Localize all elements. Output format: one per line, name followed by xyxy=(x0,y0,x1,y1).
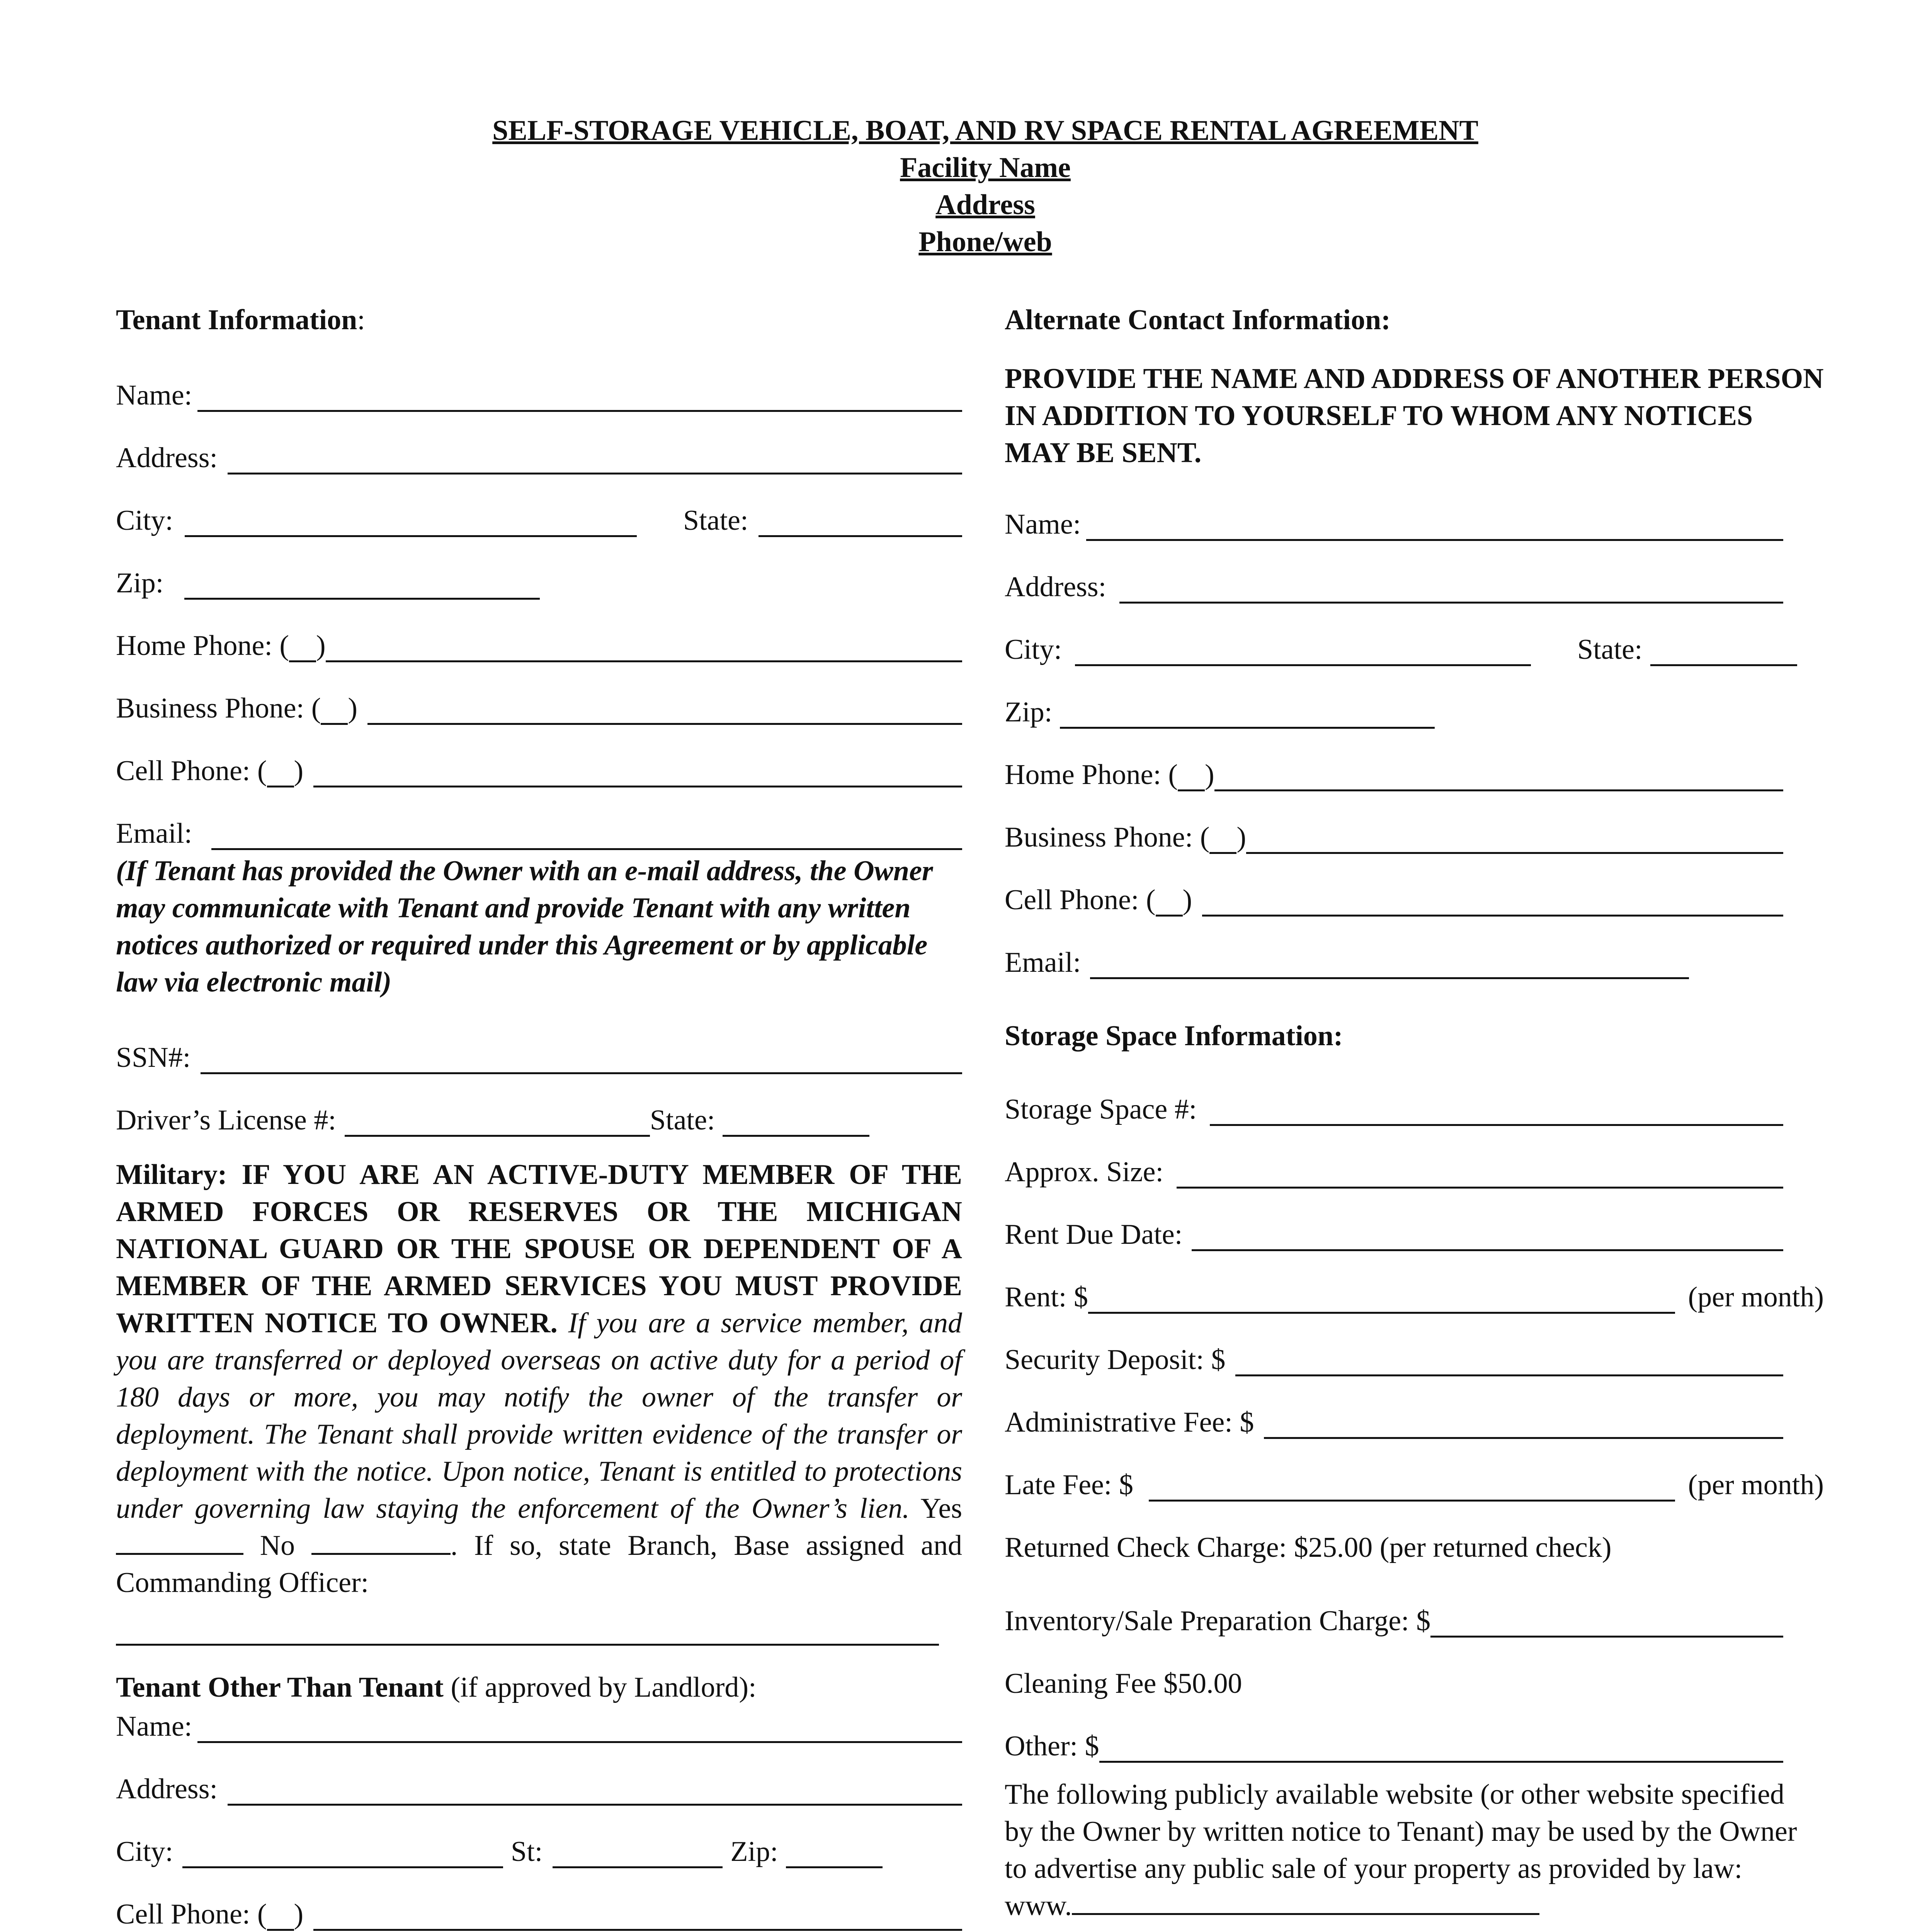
tenant-home-phone-row xyxy=(116,600,962,662)
admin-fee-label: Administrative Fee: $ xyxy=(1005,1406,1254,1438)
cleaning-fee: Cleaning Fee $50.00 xyxy=(1005,1668,1242,1699)
tenant-dl-field[interactable] xyxy=(345,1108,650,1137)
alt-home-phone-row xyxy=(1005,729,1824,791)
inventory-label: Inventory/Sale Preparation Charge: $ xyxy=(1005,1605,1431,1637)
paren-close: ) xyxy=(294,755,304,787)
military-caps-text: Military: IF YOU ARE AN ACTIVE-DUTY MEMBER OF THE ARMED FORCES OR RESERVES OR THE MICHIGAN NATIONAL GUARD OR THE SPOUSE OR DEPENDENT OF A MEMBER OF THE ARMED SERVICES YOU MUST PROVIDE WRITTEN NOTICE TO OWNER. xyxy=(116,1159,962,1339)
paren-close: ) xyxy=(294,1898,304,1930)
alternate-contact-heading: Alternate Contact Information: xyxy=(1005,304,1391,336)
tenant-email-row xyxy=(116,787,962,850)
other-address-label: Address: xyxy=(116,1773,218,1805)
alt-address-row xyxy=(1005,541,1824,604)
approx-size-label: Approx. Size: xyxy=(1005,1156,1164,1188)
other-zip-field[interactable] xyxy=(786,1839,883,1868)
alt-city-field[interactable] xyxy=(1075,637,1531,666)
tenant-address-label: Address: xyxy=(116,442,218,474)
alt-business-area-code[interactable] xyxy=(1209,825,1236,854)
storage-heading-row xyxy=(1005,979,1824,1053)
facility-address: Address xyxy=(935,189,1035,221)
security-deposit-field[interactable] xyxy=(1235,1347,1783,1376)
returned-check-row xyxy=(1005,1502,1824,1564)
rent-per-month: (per month) xyxy=(1688,1281,1824,1313)
tenant-zip-field[interactable] xyxy=(184,571,540,600)
alt-state-label: State: xyxy=(1577,634,1643,665)
military-tail-text: . If so, state Branch, Base assigned and Commanding Officer: xyxy=(116,1530,963,1599)
cleaning-fee-row xyxy=(1005,1638,1824,1700)
approx-size-field[interactable] xyxy=(1177,1160,1783,1189)
military-details-field[interactable] xyxy=(116,1601,939,1646)
tenant-dl-state-label: State: xyxy=(650,1104,715,1136)
website-field[interactable] xyxy=(1072,1890,1539,1915)
agreement-title: SELF-STORAGE VEHICLE, BOAT, AND RV SPACE RENTAL AGREEMENT xyxy=(492,115,1478,146)
storage-heading: Storage Space Information: xyxy=(1005,1020,1343,1052)
alt-business-phone-field[interactable] xyxy=(1246,825,1783,854)
rent-due-label: Rent Due Date: xyxy=(1005,1219,1183,1250)
tenant-city-field[interactable] xyxy=(185,508,637,537)
right-column xyxy=(1005,301,1824,1924)
tenant-ssn-label: SSN#: xyxy=(116,1042,191,1073)
other-address-row xyxy=(116,1743,962,1806)
alt-business-phone-row xyxy=(1005,791,1824,854)
security-deposit-label: Security Deposit: $ xyxy=(1005,1344,1226,1376)
alt-cell-phone-row xyxy=(1005,854,1824,917)
other-cell-field[interactable] xyxy=(313,1902,962,1931)
late-fee-row xyxy=(1005,1439,1824,1502)
title-block xyxy=(0,112,1932,260)
other-zip-label: Zip: xyxy=(730,1836,778,1867)
paren-close: ) xyxy=(1205,759,1214,791)
alt-city-label: City: xyxy=(1005,634,1062,665)
other-fee-row xyxy=(1005,1700,1824,1763)
admin-fee-field[interactable] xyxy=(1264,1410,1783,1439)
tenant-business-area-code[interactable] xyxy=(321,696,348,725)
rent-due-row xyxy=(1005,1189,1824,1251)
alt-home-phone-label: Home Phone: ( xyxy=(1005,759,1178,791)
other-st-field[interactable] xyxy=(553,1839,723,1868)
military-no-label: No xyxy=(260,1530,295,1561)
storage-space-field[interactable] xyxy=(1210,1097,1783,1126)
alt-email-label: Email: xyxy=(1005,947,1081,978)
tenant-city-label: City: xyxy=(116,505,173,536)
alt-state-field[interactable] xyxy=(1650,637,1797,666)
tenant-address-field[interactable] xyxy=(228,446,962,474)
other-address-field[interactable] xyxy=(228,1777,962,1806)
tenant-home-phone-label: Home Phone: ( xyxy=(116,630,289,662)
tenant-name-row xyxy=(116,338,962,412)
tenant-name-field[interactable] xyxy=(197,383,962,412)
left-column xyxy=(116,301,962,1932)
alt-zip-label: Zip: xyxy=(1005,696,1053,728)
other-tenant-heading: Tenant Other Than Tenant (if approved by Landlord): xyxy=(116,1672,757,1703)
tenant-address-row xyxy=(116,412,962,474)
rent-row xyxy=(1005,1251,1824,1314)
alt-business-phone-label: Business Phone: ( xyxy=(1005,821,1210,853)
tenant-email-label: Email: xyxy=(116,818,192,849)
alt-email-field[interactable] xyxy=(1090,950,1689,979)
rent-due-field[interactable] xyxy=(1192,1222,1783,1251)
storage-space-row xyxy=(1005,1053,1824,1126)
website-paragraph xyxy=(1005,1776,1824,1924)
admin-fee-row xyxy=(1005,1376,1824,1439)
tenant-dl-label: Driver’s License #: xyxy=(116,1104,336,1136)
late-fee-per-month: (per month) xyxy=(1688,1469,1824,1501)
paren-close: ) xyxy=(316,630,326,662)
alt-cell-area-code[interactable] xyxy=(1156,888,1183,917)
alt-address-field[interactable] xyxy=(1119,575,1783,604)
website-text: The following publicly available website (or other website specified by the Owner by written notice to Tenant) may be used by the Owner to advertise any public sale of your property as provided by law: www. xyxy=(1005,1779,1797,1922)
alt-home-phone-field[interactable] xyxy=(1214,762,1783,791)
tenant-dl-row xyxy=(116,1074,962,1137)
tenant-business-phone-row xyxy=(116,662,962,725)
paren-close: ) xyxy=(1236,821,1247,853)
rent-label: Rent: $ xyxy=(1005,1281,1088,1313)
tenant-cell-phone-label: Cell Phone: ( xyxy=(116,755,267,787)
facility-name: Facility Name xyxy=(900,152,1071,184)
tenant-state-field[interactable] xyxy=(759,508,962,537)
military-italic-text: If you are a service member, and you are transferred or deployed overseas on active duty for a period of 180 days or more, you may notify the owner of the transfer or deployment. The Tenant shall provide written evidence of the transfer or deployment with the notice. Upon notice, Tenant is entitled to protections under governing law staying the enforcement of the Owner’s lien. xyxy=(116,1307,962,1524)
alt-cell-phone-label: Cell Phone: ( xyxy=(1005,884,1156,916)
late-fee-label: Late Fee: $ xyxy=(1005,1469,1133,1501)
late-fee-field[interactable] xyxy=(1149,1473,1675,1502)
alt-name-row xyxy=(1005,471,1824,541)
tenant-home-area-code[interactable] xyxy=(289,633,316,662)
other-city-label: City: xyxy=(116,1836,173,1867)
paren-close: ) xyxy=(1182,884,1192,916)
tenant-cell-phone-row xyxy=(116,725,962,787)
military-no-field[interactable] xyxy=(311,1530,451,1555)
other-cell-area-code[interactable] xyxy=(267,1902,294,1931)
other-city-field[interactable] xyxy=(182,1839,503,1868)
tenant-email-field[interactable] xyxy=(211,821,962,850)
other-name-row xyxy=(116,1706,962,1743)
security-deposit-row xyxy=(1005,1314,1824,1376)
military-yes-label: Yes xyxy=(920,1493,962,1524)
military-yes-field[interactable] xyxy=(116,1530,243,1555)
approx-size-row xyxy=(1005,1126,1824,1189)
other-name-label: Name: xyxy=(116,1711,192,1742)
tenant-zip-row xyxy=(116,537,962,600)
returned-check-charge: Returned Check Charge: $25.00 (per returned check) xyxy=(1005,1532,1612,1563)
other-cell-row xyxy=(116,1868,962,1931)
other-city-row xyxy=(116,1806,962,1868)
email-consent-note: (If Tenant has provided the Owner with an e-mail address, the Owner may communicate with Tenant and provide Tenant with any written notices authorized or required under this Agreement or by applicable law via electronic mail) xyxy=(116,855,933,998)
alt-home-area-code[interactable] xyxy=(1178,762,1205,791)
other-name-field[interactable] xyxy=(197,1714,962,1743)
tenant-ssn-row xyxy=(116,1001,962,1074)
tenant-city-row xyxy=(116,474,962,537)
tenant-dl-state-field[interactable] xyxy=(723,1108,869,1137)
rent-field[interactable] xyxy=(1088,1285,1675,1314)
alt-name-label: Name: xyxy=(1005,509,1081,540)
tenant-business-phone-field[interactable] xyxy=(367,696,962,725)
other-fee-field[interactable] xyxy=(1099,1734,1783,1763)
alt-zip-field[interactable] xyxy=(1060,700,1435,729)
alt-cell-phone-field[interactable] xyxy=(1202,888,1783,917)
alt-email-row xyxy=(1005,917,1824,979)
tenant-cell-phone-field[interactable] xyxy=(313,759,962,787)
other-st-label: St: xyxy=(511,1836,543,1867)
tenant-state-label: State: xyxy=(683,505,748,536)
tenant-cell-area-code[interactable] xyxy=(267,759,294,787)
tenant-info-heading: Tenant Information: xyxy=(116,304,365,336)
alternate-instruction: PROVIDE THE NAME AND ADDRESS OF ANOTHER PERSON IN ADDITION TO YOURSELF TO WHOM ANY NOTICES MAY BE SENT. xyxy=(1005,363,1824,469)
alt-zip-row xyxy=(1005,666,1824,729)
other-fee-label: Other: $ xyxy=(1005,1730,1099,1762)
alt-city-row xyxy=(1005,604,1824,666)
tenant-name-label: Name: xyxy=(116,379,192,411)
inventory-row xyxy=(1005,1564,1824,1638)
tenant-ssn-field[interactable] xyxy=(201,1045,962,1074)
tenant-business-phone-label: Business Phone: ( xyxy=(116,692,321,724)
storage-space-label: Storage Space #: xyxy=(1005,1094,1197,1125)
other-cell-label: Cell Phone: ( xyxy=(116,1898,267,1930)
tenant-home-phone-field[interactable] xyxy=(326,633,962,662)
tenant-zip-label: Zip: xyxy=(116,567,164,599)
paren-close: ) xyxy=(348,692,358,724)
alt-address-label: Address: xyxy=(1005,571,1107,603)
facility-phone-web: Phone/web xyxy=(918,226,1052,258)
alt-name-field[interactable] xyxy=(1086,512,1783,541)
inventory-field[interactable] xyxy=(1430,1609,1783,1638)
military-paragraph xyxy=(116,1156,962,1601)
